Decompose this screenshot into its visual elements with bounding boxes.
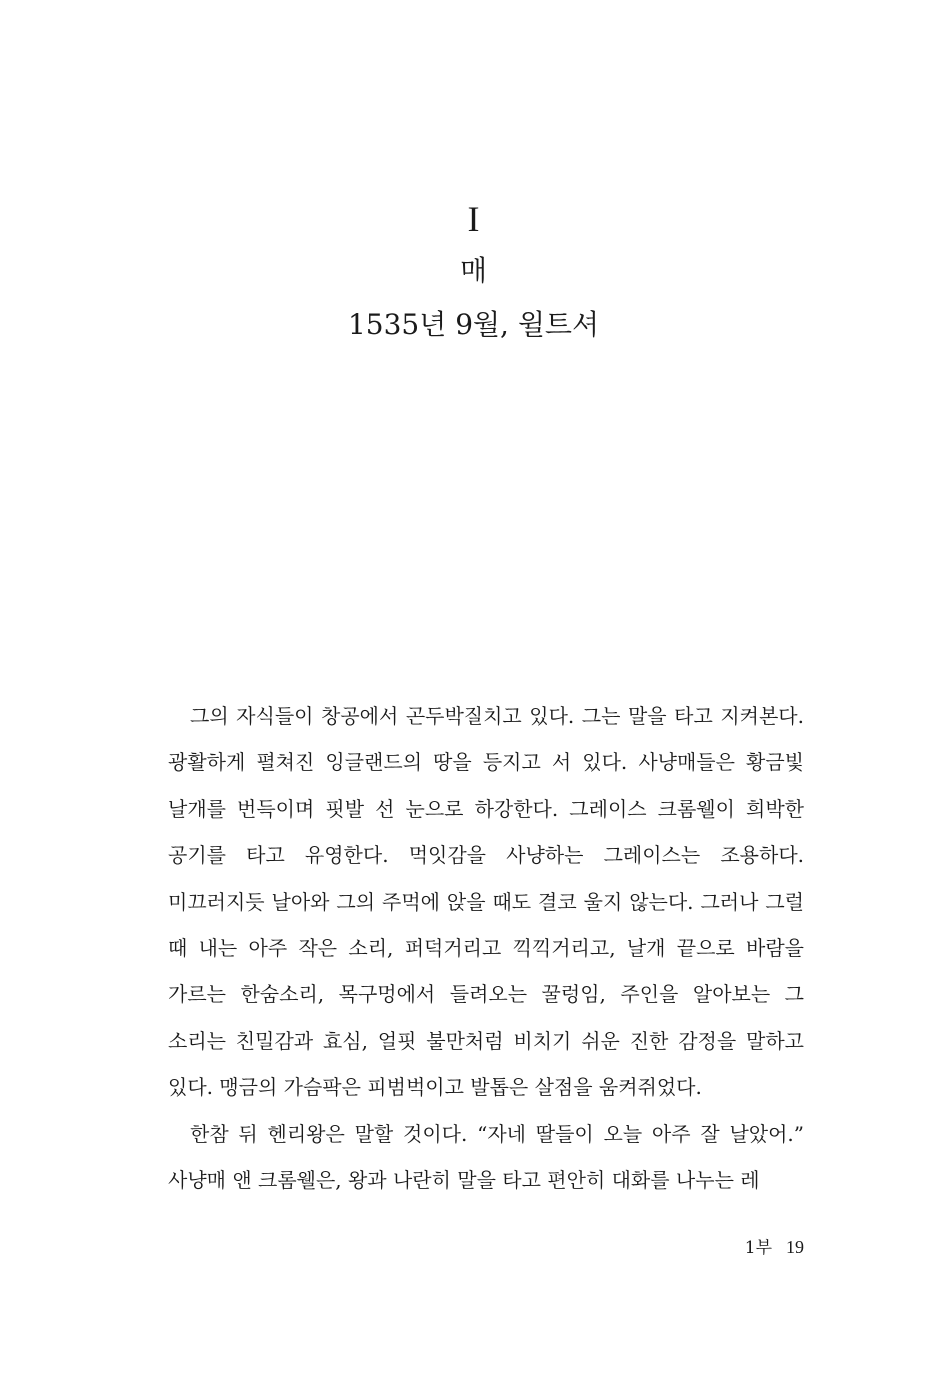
part-label: 1부: [744, 1238, 772, 1258]
chapter-numeral: I: [467, 199, 480, 239]
chapter-title: 매: [459, 254, 488, 287]
paragraph-2: 한참 뒤 헨리왕은 말할 것이다. “자네 딸들이 오늘 아주 잘 날았어.” 사냥매 앤 크롬웰은, 왕과 나란히 말을 타고 편안히 대화를 나누는 레: [168, 1121, 804, 1193]
chapter-subtitle: 1535년 9월, 윌트셔: [347, 308, 599, 341]
page-footer: [745, 1235, 804, 1260]
paragraph-1: 그의 자식들이 창공에서 곤두박질치고 있다. 그는 말을 타고 지켜본다. 광활하게 펼쳐진 잉글랜드의 땅을 등지고 서 있다. 사냥매들은 황금빛 날개를 번득이며 핏발 선 눈으로 하강한다. 그레이스 크롬웰이 희박한 공기를 타고 유영한다. 먹잇감을 사냥하는 그레이스는 조용하다. 미끄러지듯 날아와 그의 주먹에 앉을 때도 결코 울지 않는다. 그러나 그럴 때 내는 아주 작은 소리, 퍼덕거리고 끽끽거리고, 날개 끝으로 바람을 가르는 한숨소리, 목구멍에서 들려오는 꿀렁임, 주인을 알아보는 그 소리는 친밀감과 효심, 얼핏 불만처럼 비치기 쉬운 진한 감정을 말하고 있다. 맹금의 가슴팍은 피범벅이고 발톱은 살점을 움켜쥐었다.: [168, 704, 804, 1100]
body-text: [168, 693, 804, 1203]
chapter-heading: [0, 195, 947, 353]
page-number: 19: [786, 1237, 804, 1257]
